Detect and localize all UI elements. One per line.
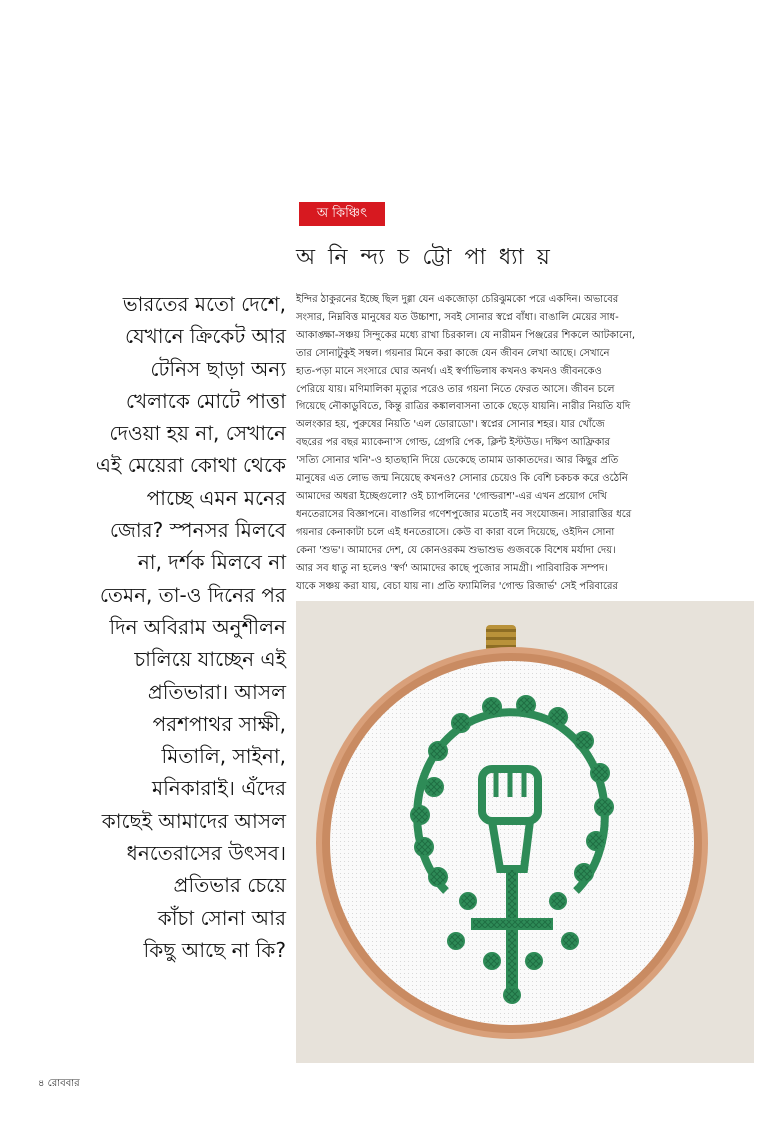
- body-line: তার সোনাটুকুই সম্বল। গয়নার মিনে করা কাজে যেন জীবন লেখা আছে। সেখানে: [296, 347, 610, 359]
- page-footer: ৪ রোববার: [38, 1078, 80, 1089]
- body-line: গিয়েছে নৌকাডুবিতে, কিন্তু রাত্রির কঙ্কালবাসনা তাকে ছেড়ে যায়নি। নারীর নিয়তি যদি: [296, 401, 631, 413]
- article-body: [296, 291, 754, 595]
- pull-quote-line: টেনিস ছাড়া অন্য: [150, 356, 286, 381]
- body-line: অলংকার হয়, পুরুষের নিয়তি 'এল ডোরাডো'। স্বপ্নের সোনার শহর। যার খোঁজে: [296, 419, 605, 431]
- author-byline: অ নি ন্দ্য চ ট্টো পা ধ্যা য়: [296, 245, 553, 270]
- embroidery-hoop-image: [296, 601, 754, 1063]
- pull-quote-line: এই মেয়েরা কোথা থেকে: [95, 453, 286, 478]
- body-line: মানুষের এত লোভ জন্ম নিয়েছে কখনও? সোনার চেয়েও কি বেশি চকচক করে ওঠেনি: [296, 473, 628, 485]
- pull-quote-line: না, দর্শক মিলবে না: [137, 550, 286, 575]
- pull-quote-line: খেলাকে মোটে পাত্তা: [125, 388, 286, 413]
- pull-quote-line: কিছু আছে না কি?: [143, 937, 286, 962]
- pull-quote-line: যেখানে ক্রিকেট আর: [125, 324, 286, 349]
- pull-quote: [60, 288, 286, 966]
- body-line: হাত-পড়া মানে সংসারে ঘোর অনর্থ। এই স্বর্ণাভিলাষ কখনও কখনও জীবনকেও: [296, 365, 602, 377]
- pull-quote-line: ভারতের মতো দেশে,: [122, 292, 286, 316]
- pull-quote-line: মিতালি, সাইনা,: [161, 744, 286, 769]
- pull-quote-line: পাচ্ছে এমন মনের: [146, 485, 286, 510]
- pull-quote-line: ধনতেরাসের উৎসব।: [126, 841, 286, 866]
- embroidery-hoop-photo: [296, 601, 754, 1063]
- pull-quote-line: কাছেই আমাদের আসল: [101, 808, 286, 833]
- pull-quote-line: পরশপাথর সাক্ষী,: [152, 711, 286, 736]
- body-line: ইন্দির ঠাকুরনের ইচ্ছে ছিল দুগ্গা যেন একজোড়া চেরিঝুমকো পরে একদিন। অভাবের: [296, 294, 619, 305]
- pull-quote-line: দেওয়া হয় না, সেখানে: [109, 421, 286, 446]
- pull-quote-line: চালিয়ে যাচ্ছেন এই: [134, 647, 286, 672]
- pull-quote-line: প্রতিভার চেয়ে: [173, 873, 286, 898]
- body-line: সংসার, নিম্নবিত্ত মানুষের যত উচ্চাশা, সবই সোনার স্বপ্নে বাঁধা। বাঙালি মেয়ের সাধ-: [296, 311, 619, 323]
- body-line: কেনা 'শুভ'। আমাদের দেশ, যে কোনওরকম শুভাশুভ গুজবকে বিশেষ মর্যাদা দেয়।: [296, 544, 616, 556]
- body-line: যাকে সঞ্চয় করা যায়, বেচা যায় না। প্রতি ফ্যামিলির 'গোল্ড রিজার্ভ' সেই পরিবারের: [296, 580, 619, 592]
- body-line: আমাদের অধরা ইচ্ছেগুলো? ওই চ্যাপলিনের 'গোল্ডরাশ'-এর এখন প্রয়োগ দেখি: [296, 490, 607, 502]
- body-line: ধনতেরাসের বিজ্ঞাপনে। বাঙালির গণেশপুজোর মতোই নব সংযোজন। সারারাত্তির ধরে: [296, 508, 632, 520]
- pull-quote-line: দিন অবিরাম অনুশীলন: [109, 614, 286, 639]
- body-line: 'সত্যি সোনার খনি'-ও হাতছানি দিয়ে ডেকেছে তামাম ডাকাতদের। আর কিছুর প্রতি: [296, 455, 619, 467]
- pull-quote-line: প্রতিভারা। আসল: [147, 679, 286, 704]
- body-line: বছরের পর বছর ম্যাকেনা'স গোল্ড, গ্রেগরি পেক, ক্লিন্ট ইস্টউড। দক্ষিণ আফ্রিকার: [296, 437, 610, 449]
- pull-quote-line: জোর? স্পনসর মিলবে: [109, 518, 286, 543]
- body-line: গয়নার কেনাকাটা চলে এই ধনতেরাসে। কেউ বা কারা বলে দিয়েছে, ওইদিন সোনা: [296, 526, 615, 538]
- pull-quote-line: তেমন, তা-ও দিনের পর: [99, 582, 286, 607]
- body-line: আর সব ধাতু না হলেও 'স্বর্ণ' আমাদের কাছে পুজোর সামগ্রী। পারিবারিক সম্পদ।: [296, 562, 608, 574]
- pull-quote-line: মনিকারাই। এঁদের: [151, 776, 286, 801]
- pull-quote-line: কাঁচা সোনা আর: [157, 905, 286, 930]
- body-line: আকাঙ্ক্ষা-সঞ্চয় সিন্দুকের মধ্যে রাখা চিরকাল। যে নারীমন পিঞ্জরের শিকলে আটকানো,: [296, 329, 636, 341]
- body-line: পেরিয়ে যায়। মণিমালিকা মৃত্যুর পরেও তার গয়না নিতে ফেরত আসে। জীবন চলে: [296, 383, 615, 395]
- section-tag: অ কিঞ্চিৎ: [299, 202, 385, 226]
